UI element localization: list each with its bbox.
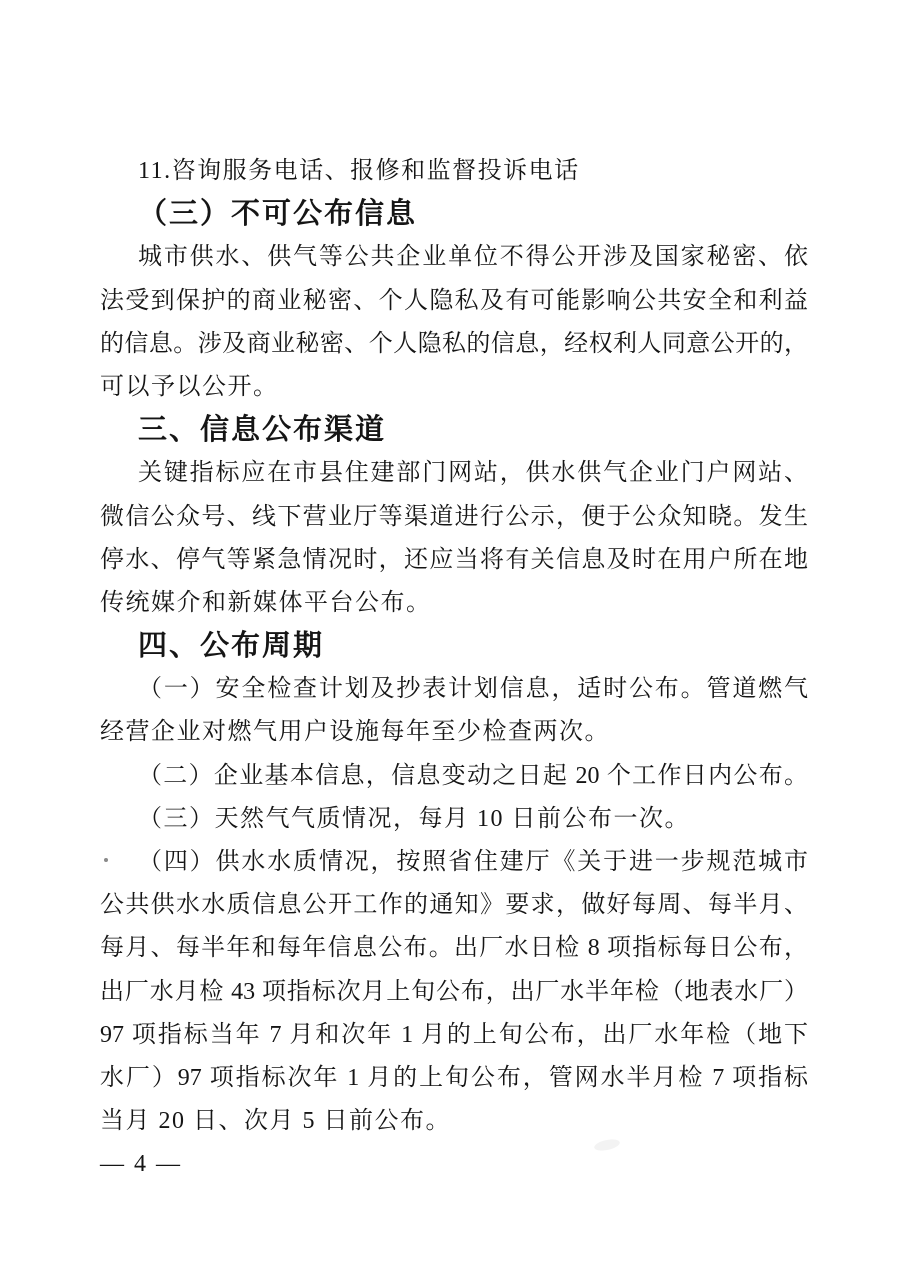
text-line: 法受到保护的商业秘密、个人隐私及有可能影响公共安全和利益 [100, 287, 808, 314]
text-line: 公共供水水质信息公开工作的通知》要求，做好每周、每半月、 [100, 892, 808, 919]
section-heading: （三）不可公布信息 [138, 198, 418, 231]
text-line: 微信公众号、线下营业厅等渠道进行公示，便于公众知晓。发生 [100, 503, 808, 530]
text-line: 经营企业对燃气用户设施每年至少检查两次。 [100, 719, 610, 746]
text-line: 出厂水月检 43 项指标次月上旬公布，出厂水半年检（地表水厂） [100, 978, 808, 1005]
section-heading: 四、公布周期 [138, 630, 325, 663]
text-line: 城市供水、供气等公共企业单位不得公开涉及国家秘密、依 [138, 244, 808, 271]
document-lines [100, 150, 808, 1187]
text-line: 水厂）97 项指标次年 1 月的上旬公布，管网水半月检 7 项指标 [100, 1064, 808, 1091]
text-line: 的信息。涉及商业秘密、个人隐私的信息，经权利人同意公开的， [100, 330, 808, 357]
text-line: 可以予以公开。 [100, 373, 279, 400]
text-line: 97 项指标当年 7 月和次年 1 月的上旬公布，出厂水年检（地下 [100, 1021, 808, 1048]
text-line: 每月、每半年和每年信息公布。出厂水日检 8 项指标每日公布， [100, 935, 808, 962]
text-line: 停水、停气等紧急情况时，还应当将有关信息及时在用户所在地 [100, 546, 808, 573]
text-line: （三）天然气气质情况，每月 10 日前公布一次。 [138, 805, 690, 832]
text-line: （一）安全检查计划及抄表计划信息，适时公布。管道燃气 [138, 676, 808, 703]
scan-speck [104, 858, 108, 862]
section-heading: 三、信息公布渠道 [138, 414, 387, 447]
text-line: 11.咨询服务电话、报修和监督投诉电话 [138, 158, 580, 184]
page-number: — 4 — [100, 1151, 182, 1178]
text-line: 关键指标应在市县住建部门网站，供水供气企业门户网站、 [138, 460, 808, 487]
text-line: （四）供水水质情况，按照省住建厅《关于进一步规范城市 [138, 849, 808, 875]
text-line: 当月 20 日、次月 5 日前公布。 [100, 1108, 451, 1135]
text-line: 传统媒介和新媒体平台公布。 [100, 589, 432, 616]
text-line: （二）企业基本信息，信息变动之日起 20 个工作日内公布。 [138, 762, 808, 789]
